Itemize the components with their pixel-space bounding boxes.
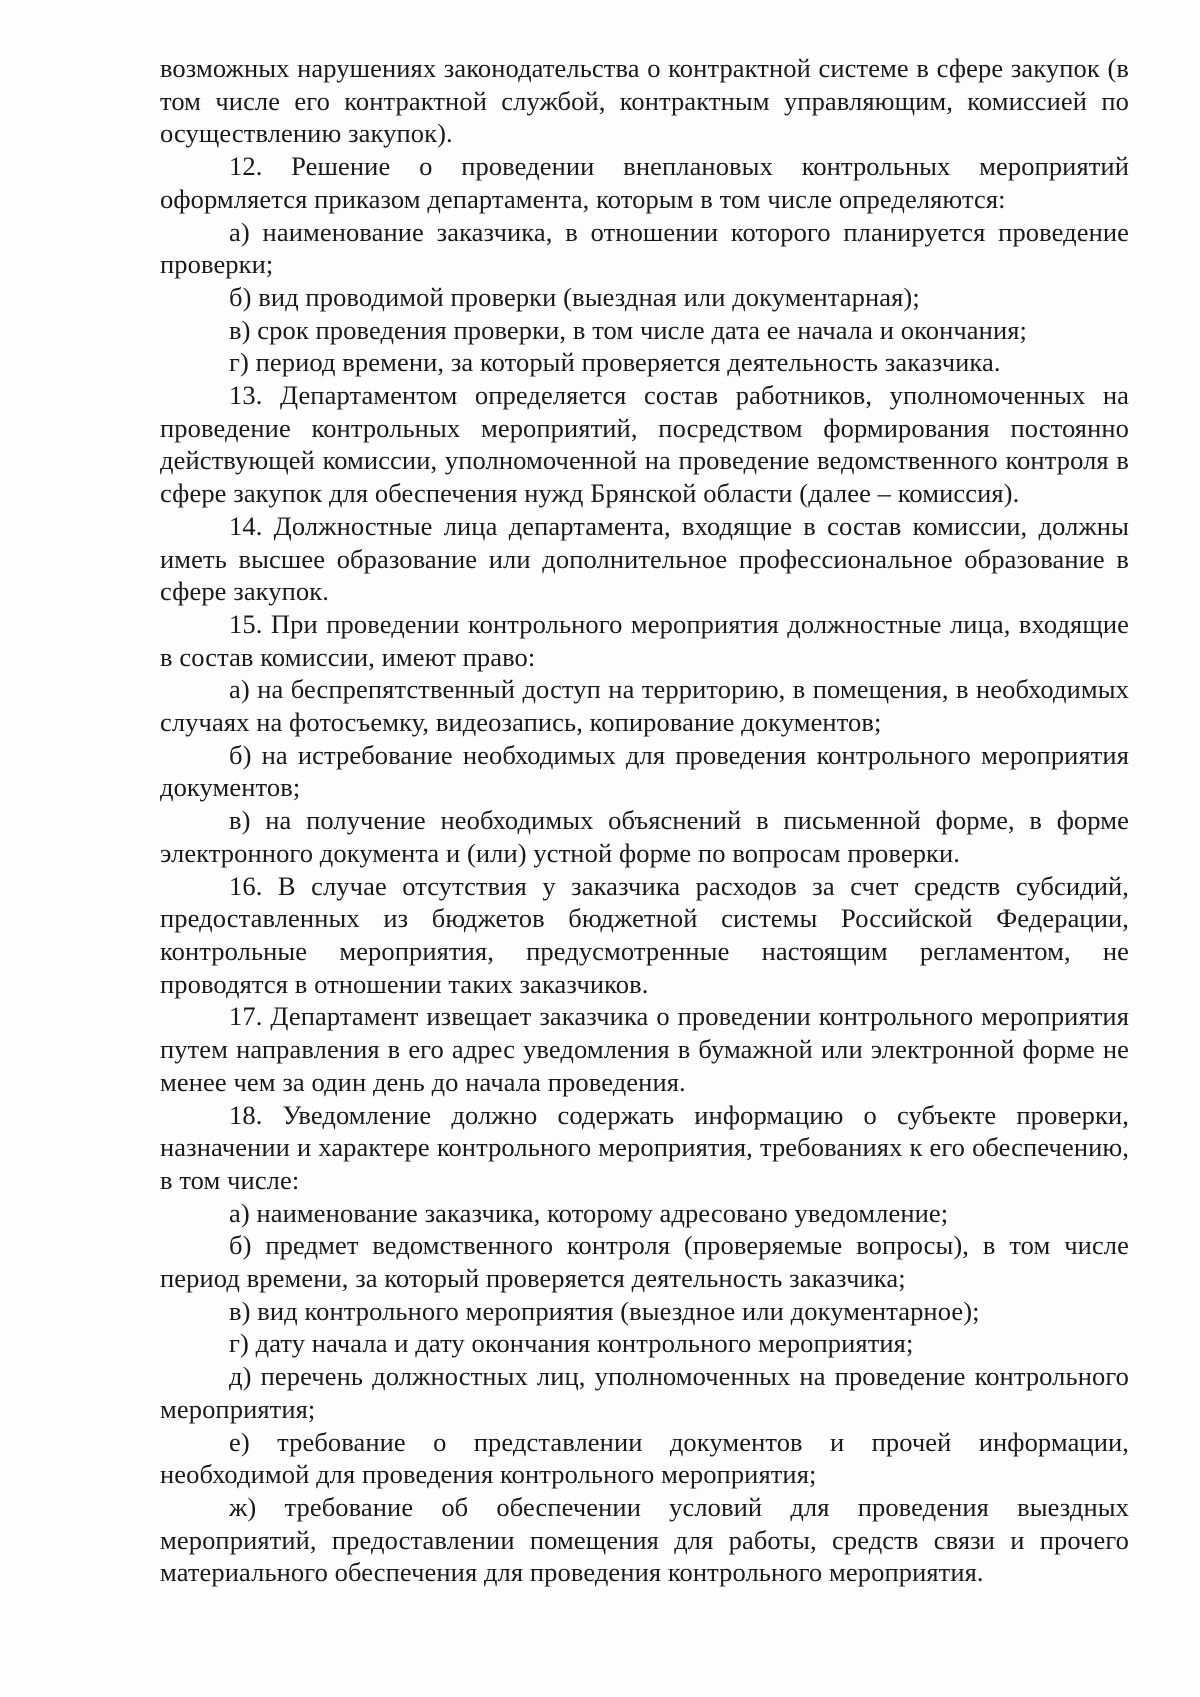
paragraph-14: 14. Должностные лица департамента, входящие в состав комиссии, должны иметь высшее образование или дополнительное профессиональное образование в сфере закупок. [160, 510, 1129, 607]
list-item-15a: а) на беспрепятственный доступ на территорию, в помещения, в необходимых случаях на фотосъемку, видеозапись, копирование документов; [160, 674, 1129, 738]
list-item-18a: а) наименование заказчика, которому адресовано уведомление; [229, 1197, 949, 1228]
list-item-18d: д) перечень должностных лиц, уполномоченных на проведение контрольного мероприятия; [160, 1361, 1129, 1424]
paragraph-15: 15. При проведении контрольного мероприятия должностные лица, входящие в состав комиссии, имеют право: [160, 608, 1129, 672]
list-item-15b: б) на истребование необходимых для проведения контрольного мероприятия документов; [160, 739, 1129, 803]
list-item-18zh: ж) требование об обеспечении условий для проведения выездных мероприятий, предоставлении помещения для работы, средств связи и прочего материального обеспечения для проведения контрольного мероприятия. [160, 1491, 1129, 1588]
paragraph-continuation: возможных нарушениях законодательства о контрактной системе в сфере закупок (в том числе его контрактной службой, контрактным управляющим, комиссией по осуществлению закупок). [160, 53, 1129, 149]
paragraph-12: 12. Решение о проведении внеплановых контрольных мероприятий оформляется приказом департамента, которым в том числе определяются: [160, 151, 1129, 214]
list-item-12v: в) срок проведения проверки, в том числе дата ее начала и окончания; [229, 314, 1027, 345]
list-item-15v: в) на получение необходимых объяснений в письменной форме, в форме электронного документа и (или) устной форме по вопросам проверки. [160, 805, 1129, 868]
list-item-12b: б) вид проводимой проверки (выездная или документарная); [229, 281, 920, 312]
paragraph-18: 18. Уведомление должно содержать информацию о субъекте проверки, назначении и характере контрольного мероприятия, требованиях к его обеспечению, в том числе: [160, 1099, 1129, 1195]
list-item-18g: г) дату начала и дату окончания контрольного мероприятия; [229, 1328, 914, 1359]
list-item-12g: г) период времени, за который проверяется деятельность заказчика. [229, 347, 1001, 378]
paragraph-16: 16. В случае отсутствия у заказчика расходов за счет средств субсидий, предоставленных из бюджетов бюджетной системы Российской Федерации, контрольные мероприятия, предусмотренные настоящим регламентом, не проводятся в отношении таких заказчиков. [160, 870, 1129, 999]
document-body [160, 52, 1129, 1589]
paragraph-17: 17. Департамент извещает заказчика о проведении контрольного мероприятия путем направления в его адрес уведомления в бумажной или электронной форме не менее чем за один день до начала проведения. [160, 1001, 1129, 1097]
list-item-12a: а) наименование заказчика, в отношении которого планируется проведение проверки; [160, 216, 1129, 280]
list-item-18e: е) требование о представлении документов и прочей информации, необходимой для проведения контрольного мероприятия; [160, 1426, 1129, 1490]
list-item-18v: в) вид контрольного мероприятия (выездное или документарное); [229, 1295, 980, 1326]
list-item-18b: б) предмет ведомственного контроля (проверяемые вопросы), в том числе период времени, за который проверяется деятельность заказчика; [160, 1230, 1129, 1294]
paragraph-13: 13. Департаментом определяется состав работников, уполномоченных на проведение контрольных мероприятий, посредством формирования постоянно действующей комиссии, уполномоченной на проведение ведомственного контроля в сфере закупок для обеспечения нужд Брянской области (далее – комиссия). [160, 380, 1129, 509]
